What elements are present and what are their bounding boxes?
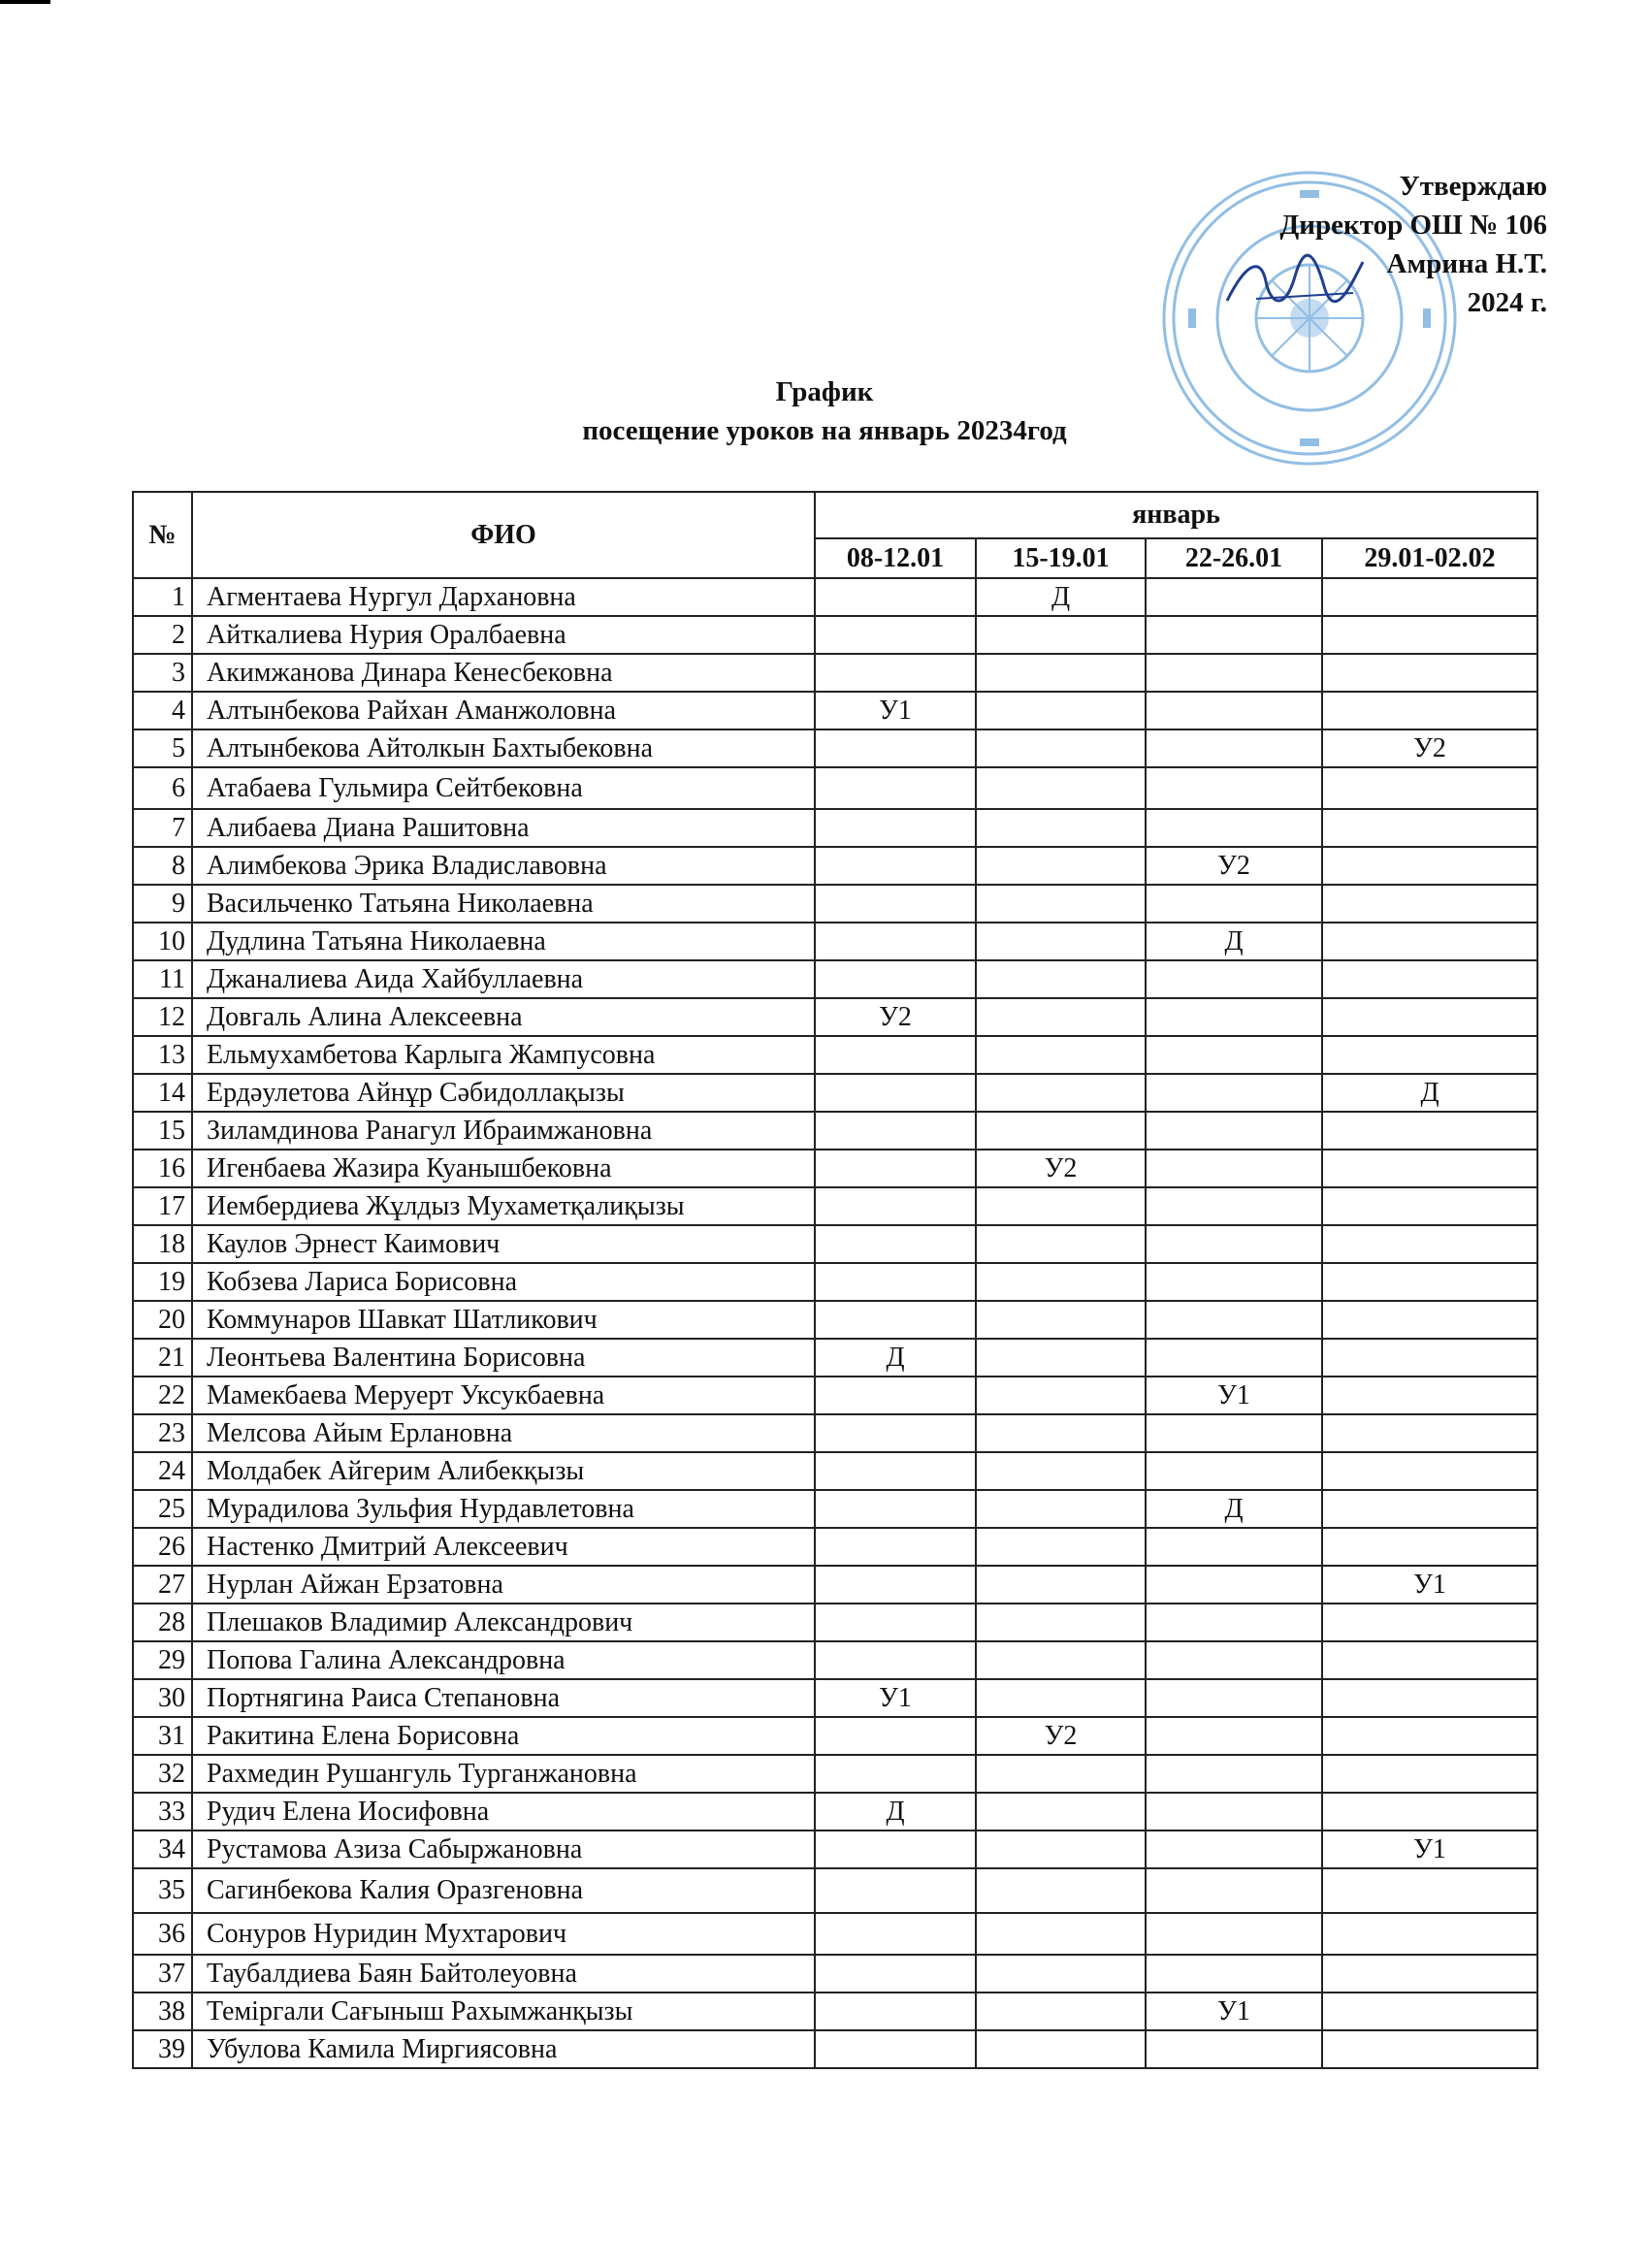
row-number: 22 [133, 1377, 192, 1414]
visit-mark-week-1: Д [815, 1339, 976, 1377]
visit-mark-week-4 [1322, 998, 1537, 1036]
table-row [133, 923, 1537, 960]
visit-mark-week-4 [1322, 654, 1537, 692]
teacher-name: Атабаева Гульмира Сейтбековна [192, 767, 815, 809]
teacher-name: Акимжанова Динара Кенесбековна [192, 654, 815, 692]
visit-mark-week-2 [976, 1993, 1146, 2030]
approval-director-name: Амрина Н.Т. [1386, 248, 1547, 279]
row-number: 26 [133, 1528, 192, 1566]
visit-mark-week-2 [976, 1679, 1146, 1717]
visit-mark-week-3: У1 [1146, 1993, 1322, 2030]
teacher-name: Алимбекова Эрика Владиславовна [192, 847, 815, 885]
row-number: 2 [133, 616, 192, 654]
visit-mark-week-4 [1322, 960, 1537, 998]
visit-mark-week-3 [1146, 616, 1322, 654]
visit-mark-week-4 [1322, 1339, 1537, 1377]
teacher-name: Алтынбекова Айтолкын Бахтыбековна [192, 729, 815, 767]
visit-mark-week-3 [1146, 654, 1322, 692]
document-title [0, 373, 1649, 450]
visit-mark-week-1 [815, 2030, 976, 2068]
visit-mark-week-1 [815, 578, 976, 616]
row-number: 36 [133, 1913, 192, 1955]
teacher-name: Рустамова Азиза Сабыржановна [192, 1831, 815, 1868]
teacher-name: Иембердиева Жұлдыз Мухаметқалиқызы [192, 1187, 815, 1225]
teacher-name: Айткалиева Нурия Оралбаевна [192, 616, 815, 654]
table-row [133, 1993, 1537, 2030]
visit-mark-week-4 [1322, 847, 1537, 885]
teacher-name: Рахмедин Рушангуль Турганжановна [192, 1755, 815, 1793]
visit-mark-week-1 [815, 654, 976, 692]
visit-mark-week-2 [976, 1604, 1146, 1641]
visit-mark-week-4 [1322, 1377, 1537, 1414]
visit-mark-week-2 [976, 1566, 1146, 1604]
visit-mark-week-2: Д [976, 578, 1146, 616]
visit-mark-week-1 [815, 809, 976, 847]
visit-mark-week-3 [1146, 1036, 1322, 1074]
visit-mark-week-1 [815, 1414, 976, 1452]
table-row [133, 1187, 1537, 1225]
visit-mark-week-1 [815, 847, 976, 885]
visit-mark-week-1: У1 [815, 692, 976, 729]
visit-mark-week-4 [1322, 1641, 1537, 1679]
visit-mark-week-3 [1146, 998, 1322, 1036]
approval-block [1279, 167, 1547, 322]
visit-mark-week-3 [1146, 1755, 1322, 1793]
row-number: 13 [133, 1036, 192, 1074]
teacher-name: Настенко Дмитрий Алексеевич [192, 1528, 815, 1566]
visit-mark-week-3: У2 [1146, 847, 1322, 885]
visit-mark-week-2 [976, 1339, 1146, 1377]
teacher-name: Джаналиева Аида Хайбуллаевна [192, 960, 815, 998]
row-number: 31 [133, 1717, 192, 1755]
visit-mark-week-1: У2 [815, 998, 976, 1036]
visit-mark-week-2 [976, 1036, 1146, 1074]
row-number: 4 [133, 692, 192, 729]
title-heading: График [775, 376, 874, 407]
visit-mark-week-3 [1146, 1301, 1322, 1339]
visit-mark-week-1 [815, 1490, 976, 1528]
table-row [133, 1490, 1537, 1528]
visit-mark-week-1 [815, 1377, 976, 1414]
visit-mark-week-3 [1146, 1679, 1322, 1717]
teacher-name: Нурлан Айжан Ерзатовна [192, 1566, 815, 1604]
visit-mark-week-3 [1146, 1452, 1322, 1490]
visit-mark-week-2 [976, 1793, 1146, 1831]
header-week-3: 22-26.01 [1146, 538, 1322, 578]
scan-corner-mark [0, 0, 50, 4]
table-row [133, 1301, 1537, 1339]
visit-mark-week-3 [1146, 767, 1322, 809]
visit-mark-week-2 [976, 1187, 1146, 1225]
row-number: 8 [133, 847, 192, 885]
row-number: 7 [133, 809, 192, 847]
visit-mark-week-2 [976, 1301, 1146, 1339]
table-row [133, 2030, 1537, 2068]
row-number: 3 [133, 654, 192, 692]
teacher-name: Сагинбекова Калия Оразгеновна [192, 1868, 815, 1913]
row-number: 30 [133, 1679, 192, 1717]
teacher-name: Каулов Эрнест Каимович [192, 1225, 815, 1263]
visit-mark-week-4 [1322, 1225, 1537, 1263]
visit-mark-week-3 [1146, 960, 1322, 998]
visit-mark-week-2: У2 [976, 1717, 1146, 1755]
visit-mark-week-2: У2 [976, 1150, 1146, 1187]
teacher-name: Убулова Камила Миргиясовна [192, 2030, 815, 2068]
table-row [133, 1036, 1537, 1074]
visit-mark-week-3 [1146, 1955, 1322, 1993]
visit-mark-week-4: У1 [1322, 1831, 1537, 1868]
visit-mark-week-1 [815, 1150, 976, 1187]
row-number: 9 [133, 885, 192, 923]
teacher-name: Ельмухамбетова Карлыга Жампусовна [192, 1036, 815, 1074]
visit-mark-week-3 [1146, 1913, 1322, 1955]
visit-mark-week-4 [1322, 809, 1537, 847]
visit-mark-week-4 [1322, 923, 1537, 960]
visit-mark-week-2 [976, 616, 1146, 654]
row-number: 19 [133, 1263, 192, 1301]
table-row [133, 1377, 1537, 1414]
visit-mark-week-4 [1322, 1717, 1537, 1755]
row-number: 39 [133, 2030, 192, 2068]
table-row [133, 1452, 1537, 1490]
teacher-name: Коммунаров Шавкат Шатликович [192, 1301, 815, 1339]
visit-mark-week-1 [815, 1528, 976, 1566]
visit-mark-week-3 [1146, 1263, 1322, 1301]
approval-position: Директор ОШ № 106 [1279, 210, 1547, 241]
visit-mark-week-2 [976, 1528, 1146, 1566]
visit-mark-week-3 [1146, 1793, 1322, 1831]
visit-mark-week-2 [976, 1913, 1146, 1955]
teacher-name: Васильченко Татьяна Николаевна [192, 885, 815, 923]
visit-mark-week-2 [976, 923, 1146, 960]
visit-mark-week-1 [815, 885, 976, 923]
visit-mark-week-3 [1146, 1717, 1322, 1755]
teacher-name: Дудлина Татьяна Николаевна [192, 923, 815, 960]
row-number: 35 [133, 1868, 192, 1913]
visit-mark-week-2 [976, 692, 1146, 729]
visit-mark-week-1 [815, 923, 976, 960]
visit-mark-week-4 [1322, 1263, 1537, 1301]
visit-mark-week-3 [1146, 885, 1322, 923]
visit-mark-week-4 [1322, 1490, 1537, 1528]
table-row [133, 847, 1537, 885]
visit-mark-week-1 [815, 1112, 976, 1150]
table-row [133, 1641, 1537, 1679]
table-row [133, 1074, 1537, 1112]
table-row [133, 960, 1537, 998]
visit-mark-week-4 [1322, 1868, 1537, 1913]
visit-mark-week-4 [1322, 1112, 1537, 1150]
visit-mark-week-2 [976, 1112, 1146, 1150]
visit-mark-week-1: Д [815, 1793, 976, 1831]
visit-mark-week-2 [976, 654, 1146, 692]
row-number: 11 [133, 960, 192, 998]
visit-mark-week-1 [815, 1831, 976, 1868]
visit-mark-week-2 [976, 1755, 1146, 1793]
visit-mark-week-3 [1146, 1339, 1322, 1377]
visit-mark-week-3 [1146, 1414, 1322, 1452]
row-number: 23 [133, 1414, 192, 1452]
visit-mark-week-2 [976, 847, 1146, 885]
visit-mark-week-1 [815, 960, 976, 998]
table-row [133, 1831, 1537, 1868]
table-row [133, 1717, 1537, 1755]
table-row [133, 1263, 1537, 1301]
visit-mark-week-4: У1 [1322, 1566, 1537, 1604]
visit-mark-week-3 [1146, 729, 1322, 767]
header-name: ФИО [192, 492, 815, 578]
row-number: 18 [133, 1225, 192, 1263]
visit-mark-week-3: Д [1146, 923, 1322, 960]
approval-heading: Утверждаю [1399, 171, 1547, 202]
table-row [133, 1225, 1537, 1263]
visit-mark-week-2 [976, 2030, 1146, 2068]
visit-mark-week-4 [1322, 1755, 1537, 1793]
visit-mark-week-4 [1322, 692, 1537, 729]
row-number: 27 [133, 1566, 192, 1604]
teacher-name: Игенбаева Жазира Куанышбековна [192, 1150, 815, 1187]
visit-mark-week-4 [1322, 616, 1537, 654]
row-number: 33 [133, 1793, 192, 1831]
visit-mark-week-4 [1322, 885, 1537, 923]
teacher-name: Плешаков Владимир Александрович [192, 1604, 815, 1641]
table-row [133, 1793, 1537, 1831]
table-row [133, 1414, 1537, 1452]
table-row [133, 998, 1537, 1036]
visit-mark-week-1: У1 [815, 1679, 976, 1717]
visit-mark-week-1 [815, 1074, 976, 1112]
row-number: 17 [133, 1187, 192, 1225]
visit-mark-week-1 [815, 1913, 976, 1955]
row-number: 12 [133, 998, 192, 1036]
visit-mark-week-4: Д [1322, 1074, 1537, 1112]
visit-mark-week-3 [1146, 1604, 1322, 1641]
table-row [133, 1755, 1537, 1793]
visit-mark-week-1 [815, 767, 976, 809]
visit-mark-week-1 [815, 1755, 976, 1793]
title-subheading: посещение уроков на январь 20234год [582, 415, 1067, 446]
visit-mark-week-2 [976, 1225, 1146, 1263]
row-number: 1 [133, 578, 192, 616]
visit-mark-week-4 [1322, 1913, 1537, 1955]
visit-mark-week-2 [976, 1868, 1146, 1913]
visit-mark-week-2 [976, 1452, 1146, 1490]
table-row [133, 578, 1537, 616]
visit-mark-week-2 [976, 729, 1146, 767]
attendance-schedule-table [132, 491, 1538, 2069]
visit-mark-week-3 [1146, 809, 1322, 847]
teacher-name: Кобзева Лариса Борисовна [192, 1263, 815, 1301]
teacher-name: Агментаева Нургул Дархановна [192, 578, 815, 616]
visit-mark-week-4 [1322, 1187, 1537, 1225]
visit-mark-week-1 [815, 1301, 976, 1339]
visit-mark-week-3 [1146, 2030, 1322, 2068]
visit-mark-week-2 [976, 767, 1146, 809]
visit-mark-week-4: У2 [1322, 729, 1537, 767]
visit-mark-week-4 [1322, 2030, 1537, 2068]
visit-mark-week-3 [1146, 1150, 1322, 1187]
visit-mark-week-1 [815, 1641, 976, 1679]
visit-mark-week-3 [1146, 1187, 1322, 1225]
visit-mark-week-1 [815, 616, 976, 654]
visit-mark-week-1 [815, 1717, 976, 1755]
teacher-name: Алибаева Диана Рашитовна [192, 809, 815, 847]
visit-mark-week-1 [815, 1955, 976, 1993]
visit-mark-week-3: Д [1146, 1490, 1322, 1528]
visit-mark-week-3 [1146, 1074, 1322, 1112]
visit-mark-week-2 [976, 960, 1146, 998]
visit-mark-week-2 [976, 1074, 1146, 1112]
visit-mark-week-1 [815, 729, 976, 767]
table-row [133, 1604, 1537, 1641]
row-number: 10 [133, 923, 192, 960]
visit-mark-week-2 [976, 1490, 1146, 1528]
table-row [133, 1339, 1537, 1377]
visit-mark-week-3: У1 [1146, 1377, 1322, 1414]
teacher-name: Теміргали Сағыныш Рахымжанқызы [192, 1993, 815, 2030]
row-number: 14 [133, 1074, 192, 1112]
visit-mark-week-3 [1146, 1225, 1322, 1263]
header-week-4: 29.01-02.02 [1322, 538, 1537, 578]
approval-year: 2024 г. [1467, 287, 1547, 318]
visit-mark-week-3 [1146, 1831, 1322, 1868]
row-number: 25 [133, 1490, 192, 1528]
row-number: 24 [133, 1452, 192, 1490]
header-month: январь [815, 492, 1537, 538]
table-row [133, 1528, 1537, 1566]
row-number: 32 [133, 1755, 192, 1793]
visit-mark-week-2 [976, 1414, 1146, 1452]
table-row [133, 729, 1537, 767]
teacher-name: Сонуров Нуридин Мухтарович [192, 1913, 815, 1955]
teacher-name: Леонтьева Валентина Борисовна [192, 1339, 815, 1377]
table-row [133, 1566, 1537, 1604]
visit-mark-week-4 [1322, 1036, 1537, 1074]
visit-mark-week-4 [1322, 1414, 1537, 1452]
visit-mark-week-4 [1322, 1604, 1537, 1641]
table-row [133, 1679, 1537, 1717]
visit-mark-week-2 [976, 1641, 1146, 1679]
teacher-name: Довгаль Алина Алексеевна [192, 998, 815, 1036]
visit-mark-week-1 [815, 1187, 976, 1225]
visit-mark-week-4 [1322, 1955, 1537, 1993]
visit-mark-week-3 [1146, 692, 1322, 729]
table-row [133, 692, 1537, 729]
visit-mark-week-1 [815, 1036, 976, 1074]
row-number: 5 [133, 729, 192, 767]
visit-mark-week-2 [976, 1377, 1146, 1414]
teacher-name: Молдабек Айгерим Алибекқызы [192, 1452, 815, 1490]
visit-mark-week-4 [1322, 1679, 1537, 1717]
visit-mark-week-4 [1322, 1793, 1537, 1831]
row-number: 6 [133, 767, 192, 809]
teacher-name: Зиламдинова Ранагул Ибраимжановна [192, 1112, 815, 1150]
visit-mark-week-3 [1146, 1566, 1322, 1604]
teacher-name: Алтынбекова Райхан Аманжоловна [192, 692, 815, 729]
visit-mark-week-2 [976, 809, 1146, 847]
visit-mark-week-2 [976, 998, 1146, 1036]
visit-mark-week-4 [1322, 767, 1537, 809]
table-row [133, 1955, 1537, 1993]
row-number: 16 [133, 1150, 192, 1187]
table-row [133, 654, 1537, 692]
table-row [133, 1112, 1537, 1150]
table-row [133, 885, 1537, 923]
table-row [133, 1913, 1537, 1955]
row-number: 29 [133, 1641, 192, 1679]
visit-mark-week-1 [815, 1868, 976, 1913]
table-row [133, 1868, 1537, 1913]
visit-mark-week-3 [1146, 578, 1322, 616]
visit-mark-week-3 [1146, 1868, 1322, 1913]
row-number: 37 [133, 1955, 192, 1993]
row-number: 20 [133, 1301, 192, 1339]
visit-mark-week-4 [1322, 1150, 1537, 1187]
teacher-name: Портнягина Раиса Степановна [192, 1679, 815, 1717]
visit-mark-week-1 [815, 1452, 976, 1490]
teacher-name: Мурадилова Зульфия Нурдавлетовна [192, 1490, 815, 1528]
row-number: 21 [133, 1339, 192, 1377]
row-number: 15 [133, 1112, 192, 1150]
teacher-name: Мамекбаева Меруерт Уксукбаевна [192, 1377, 815, 1414]
visit-mark-week-4 [1322, 1993, 1537, 2030]
visit-mark-week-2 [976, 885, 1146, 923]
teacher-name: Рудич Елена Иосифовна [192, 1793, 815, 1831]
visit-mark-week-3 [1146, 1641, 1322, 1679]
teacher-name: Ракитина Елена Борисовна [192, 1717, 815, 1755]
visit-mark-week-1 [815, 1566, 976, 1604]
visit-mark-week-1 [815, 1993, 976, 2030]
teacher-name: Ердәулетова Айнұр Сәбидоллақызы [192, 1074, 815, 1112]
table-row [133, 809, 1537, 847]
visit-mark-week-1 [815, 1225, 976, 1263]
visit-mark-week-2 [976, 1831, 1146, 1868]
visit-mark-week-3 [1146, 1112, 1322, 1150]
row-number: 34 [133, 1831, 192, 1868]
visit-mark-week-4 [1322, 578, 1537, 616]
header-week-2: 15-19.01 [976, 538, 1146, 578]
visit-mark-week-2 [976, 1263, 1146, 1301]
visit-mark-week-1 [815, 1604, 976, 1641]
table-row [133, 1150, 1537, 1187]
visit-mark-week-4 [1322, 1301, 1537, 1339]
teacher-name: Мелсова Айым Ерлановна [192, 1414, 815, 1452]
header-week-1: 08-12.01 [815, 538, 976, 578]
visit-mark-week-4 [1322, 1528, 1537, 1566]
visit-mark-week-4 [1322, 1452, 1537, 1490]
row-number: 28 [133, 1604, 192, 1641]
teacher-name: Таубалдиева Баян Байтолеуовна [192, 1955, 815, 1993]
teacher-name: Попова Галина Александровна [192, 1641, 815, 1679]
row-number: 38 [133, 1993, 192, 2030]
visit-mark-week-1 [815, 1263, 976, 1301]
visit-mark-week-3 [1146, 1528, 1322, 1566]
table-header-row [133, 492, 1537, 538]
visit-mark-week-2 [976, 1955, 1146, 1993]
table-row [133, 616, 1537, 654]
header-number: № [133, 492, 192, 578]
table-row [133, 767, 1537, 809]
